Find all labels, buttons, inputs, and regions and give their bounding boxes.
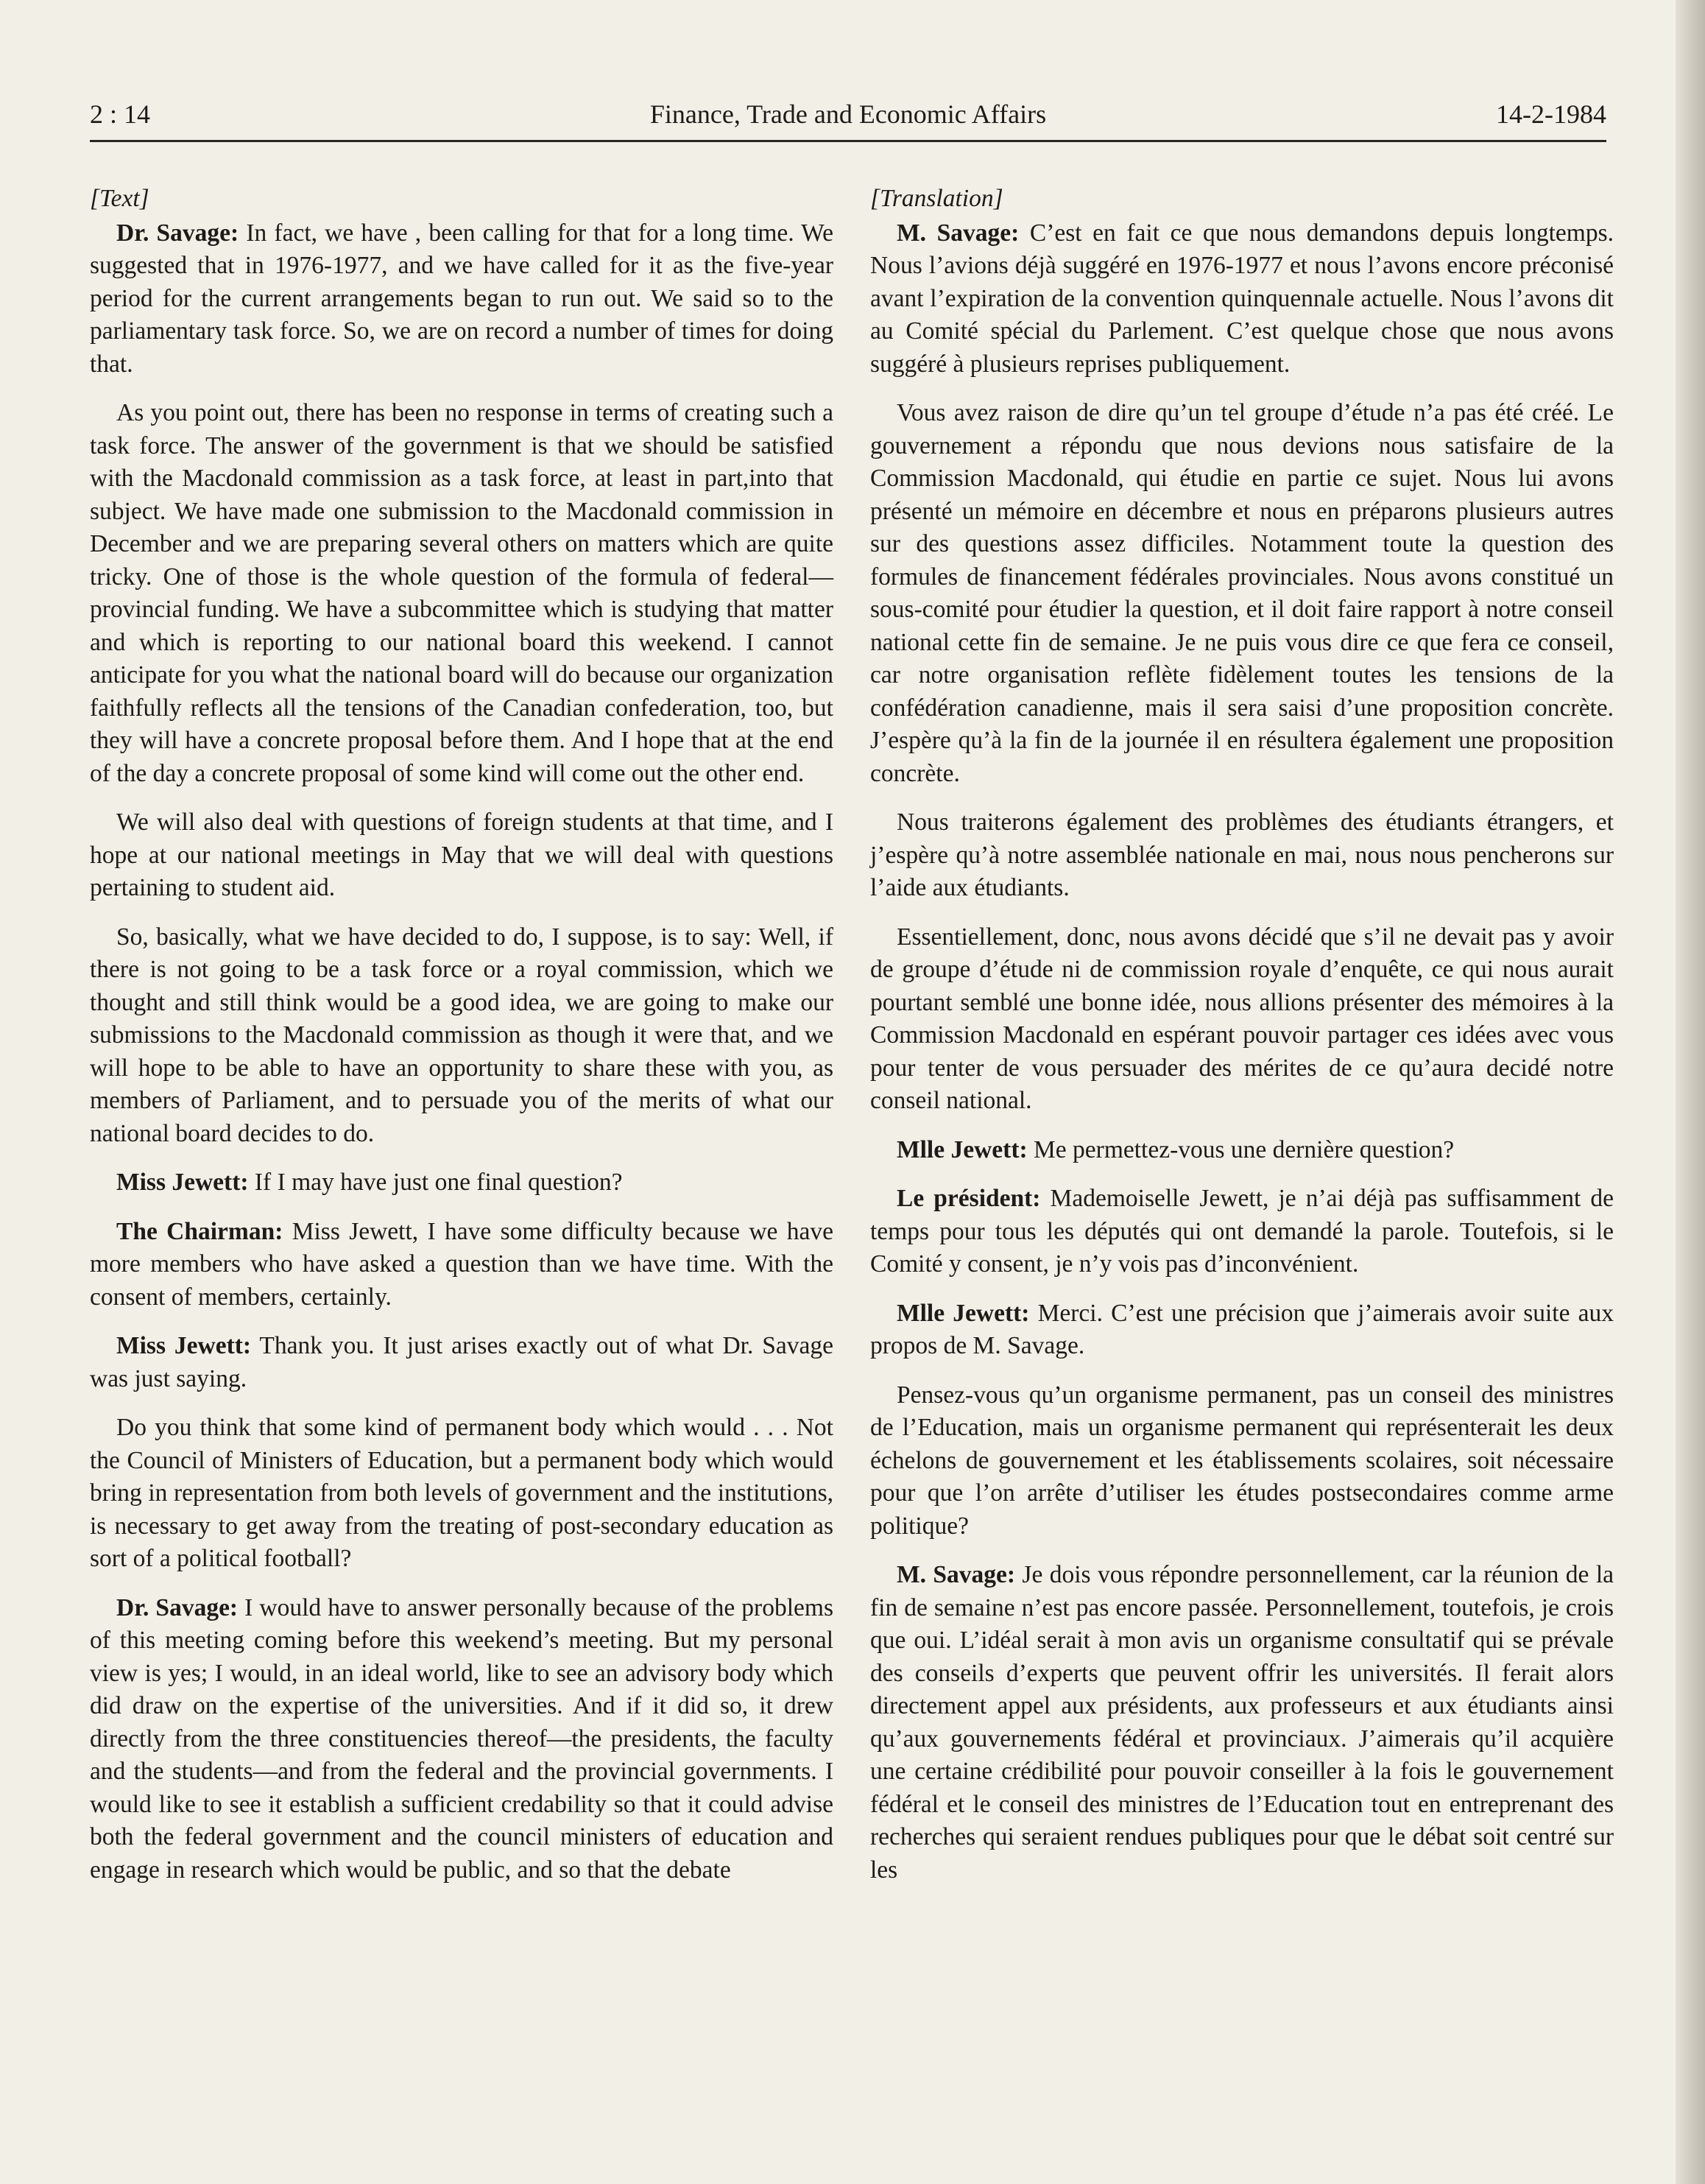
paragraph [870, 806, 1614, 905]
paragraph-text: So, basically, what we have decided to do, I suppose, is to say: Well, if there is not going to be a task force or a royal commission, which we thought and still think would be a good idea, we are going to make our submissions to the Macdonald commission as though it were that, and we will hope to be able to have an opportunity to share these with you, as members of Parliament, and to persuade you of the merits of what our national board decides to do. [90, 923, 833, 1147]
paragraph-text: Mademoiselle Jewett, je n’ai déjà pas suffisamment de temps pour tous les députés qui ont demandé la parole. Toutefois, si le Comité y consent, je n’y vois pas d’inconvénient. [870, 1185, 1614, 1278]
paragraph [90, 1166, 833, 1200]
paragraph-text: I would have to answer personally because of the problems of this meeting coming before this weekend’s meeting. But my personal view is yes; I would, in an ideal world, like to see an advisory body which did draw on the expertise of the universities. And if it did so, it drew directly from the three constituencies thereof—the presidents, the faculty and the students—and from the federal and the provincial governments. I would like to see it establish a sufficient credability so that it could advise both the federal government and the council ministers of education and engage in research which would be public, and so that the debate [90, 1593, 833, 1884]
paragraph-text: Merci. C’est une précision que j’aimerais avoir suite aux propos de M. Savage. [870, 1299, 1614, 1359]
paragraph [870, 1134, 1614, 1167]
paragraph [90, 217, 833, 381]
speaker-name: M. Savage: [897, 219, 1020, 247]
paragraph-text: In fact, we have , been calling for that for a long time. We suggested that in 1976-1977, and we have called for it as the five-year period for the current arrangements began to run out. We said so to the parliamentary task force. So, we are on record a number of times for doing that. [90, 219, 833, 378]
paragraph [870, 1559, 1614, 1887]
paragraph-text: Je dois vous répondre personnellement, car la réunion de la fin de semaine n’est pas encore passée. Personnellement, toutefois, je crois que oui. L’idéal serait à mon avis un organisme consultatif qui se prévale des conseils d’experts que peuvent offrir les universités. Il ferait alors directement appel aux présidents, aux professeurs et aux étudiants ainsi qu’aux gouvernements fédéral et provinciaux. J’aimerais qu’il acquière une certaine crédibilité pour pouvoir conseiller à la fois le gouvernement fédéral et le conseil des ministres de l’Education tout en entreprenant des recherches qui seraient rendues publiques pour que le débat soit centré sur les [870, 1561, 1614, 1884]
speaker-name: Miss Jewett: [116, 1169, 249, 1196]
speaker-name: Mlle Jewett: [897, 1299, 1030, 1327]
paragraph [870, 1297, 1614, 1363]
paragraph [870, 921, 1614, 1118]
paragraph [90, 1330, 833, 1395]
paragraph [90, 1216, 833, 1314]
paragraph [870, 1183, 1614, 1281]
paragraph-text: Nous traiterons également des problèmes des étudiants étrangers, et j’espère qu’à notre assemblée nationale en mai, nous nous pencherons sur l’aide aux étudiants. [870, 809, 1614, 901]
paragraph-text: Vous avez raison de dire qu’un tel groupe d’étude n’a pas été créé. Le gouvernement a répondu que nous devions nous satisfaire de la Commission Macdonald, qui étudie en partie ce sujet. Nous lui avons présenté un mémoire en décembre et nous en préparons plusieurs autres sur des questions assez difficiles. Notamment toute la question des formules de financement fédérales provinciales. Nous avons constitué un sous-comité pour étudier la question, et il doit faire rapport à notre conseil national cette fin de semaine. Je ne puis vous dire ce que fera ce conseil, car notre organisation reflète fidèlement toutes les tensions de la confédération canadienne, mais il sera saisi d’une proposition concrète. J’espère qu’à la fin de la journée il en résultera également une proposition concrète. [870, 399, 1614, 787]
paragraph-text: Miss Jewett, I have some difficulty because we have more members who have asked a question than we have time. With the consent of members, certainly. [90, 1217, 833, 1311]
speaker-name: M. Savage: [897, 1561, 1016, 1588]
paragraph-text: Pensez-vous qu’un organisme permanent, pas un conseil des ministres de l’Education, mais un organisme permanent qui représenterait les deux échelons de gouvernement et les établissements scolaires, soit nécessaire pour que l’on arrête d’utiliser les études postsecondaires comme arme politique? [870, 1381, 1614, 1540]
speaker-name: Dr. Savage: [116, 219, 239, 247]
paragraph-text: We will also deal with questions of foreign students at that time, and I hope at our national meetings in May that we will deal with questions pertaining to student aid. [90, 809, 833, 901]
paragraph-text: C’est en fait ce que nous demandons depuis longtemps. Nous l’avions déjà suggéré en 1976-1977 et nous l’avons encore préconisé avant l’expiration de la convention quinquennale actuelle. Nous l’avons dit au Comité spécial du Parlement. C’est quelque chose que nous avons suggéré à plusieurs reprises publiquement. [870, 219, 1614, 378]
speaker-name: Dr. Savage: [116, 1593, 239, 1621]
paragraph-text: Essentiellement, donc, nous avons décidé que s’il ne devait pas y avoir de groupe d’étude ni de commission royale d’enquête, ce qui nous aurait pourtant semblé une bonne idée, nous allions présenter des mémoires à la Commission Macdonald en espérant pouvoir partager ces idées avec vous pour tenter de vous persuader des mérites de ce qu’aura decidé notre conseil national. [870, 923, 1614, 1114]
paragraph-text: As you point out, there has been no response in terms of creating such a task force. The answer of the government is that we should be satisfied with the Macdonald commission as a task force, at least in part,into that subject. We have made one submission to the Macdonald commission in December and we are preparing several others on matters which are quite tricky. One of those is the whole question of the formula of federal—provincial funding. We have a subcommittee which is studying that matter and which is reporting to our national board this weekend. I cannot anticipate for you what the national board will do because our organization faithfully reflects all the tensions of the Canadian confederation, too, but they will have a concrete proposal before them. And I hope that at the end of the day a concrete proposal of some kind will come out the other end. [90, 399, 833, 787]
paragraph [90, 397, 833, 790]
speaker-name: Le président: [897, 1185, 1041, 1212]
text-label: [Text] [90, 185, 149, 212]
paragraph [870, 1379, 1614, 1543]
paragraph [870, 397, 1614, 790]
paragraph-text: If I may have just one final question? [248, 1169, 623, 1196]
speaker-name: Miss Jewett: [116, 1332, 252, 1359]
french-column [870, 183, 1614, 1903]
running-title: Finance, Trade and Economic Affairs [649, 99, 1047, 129]
paragraph [90, 1592, 833, 1887]
meeting-date: 14-2-1984 [1496, 99, 1606, 129]
page-edge [1676, 0, 1705, 2184]
speaker-name: The Chairman: [116, 1217, 283, 1245]
paragraph-text: Do you think that some kind of permanent body which would . . . Not the Council of Ministers of Education, but a permanent body which would bring in representation from both levels of government and the institutions, is necessary to get away from the treating of post-secondary education as sort of a political football? [90, 1414, 833, 1572]
paragraph [90, 921, 833, 1151]
paragraph [870, 217, 1614, 381]
translation-label: [Translation] [870, 185, 1003, 212]
page-header [90, 96, 1606, 142]
paragraph-text: Thank you. It just arises exactly out of what Dr. Savage was just saying. [90, 1332, 833, 1392]
paragraph [90, 806, 833, 905]
page-number: 2 : 14 [90, 99, 151, 129]
paragraph [90, 1412, 833, 1576]
paragraph-text: Me permettez-vous une dernière question? [1027, 1135, 1455, 1163]
english-column [90, 183, 833, 1903]
speaker-name: Mlle Jewett: [897, 1135, 1028, 1163]
